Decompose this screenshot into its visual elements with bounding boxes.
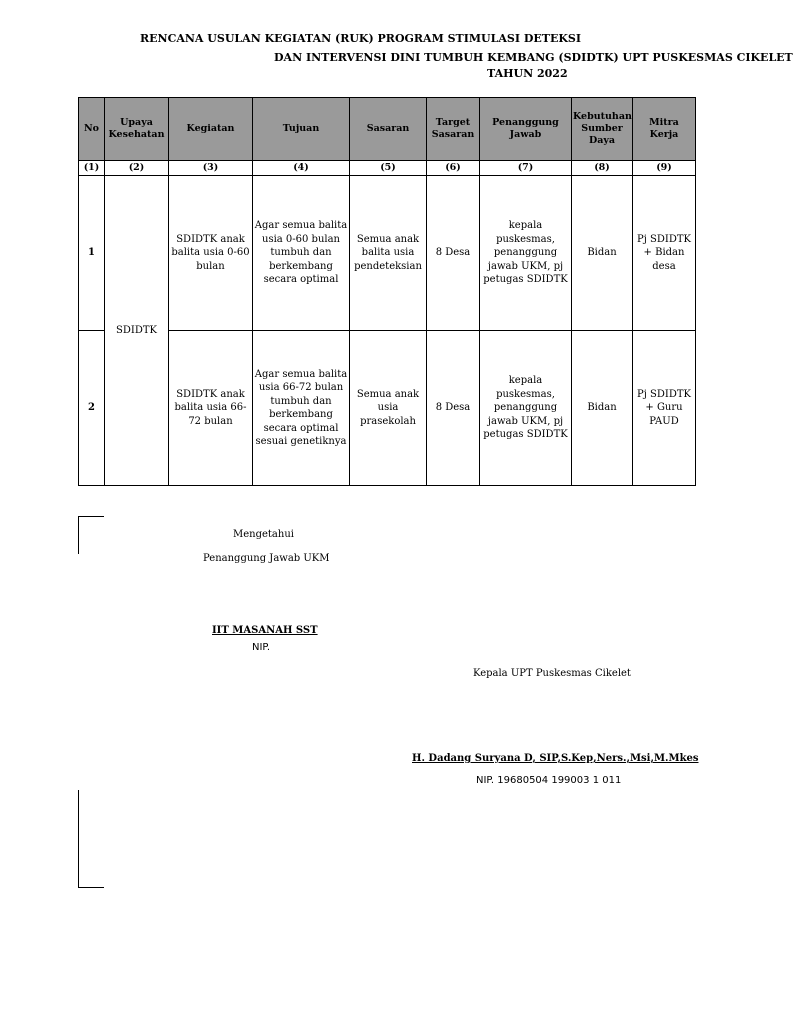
row-no: 2	[79, 331, 105, 486]
penanggung-cell: kepala puskesmas, penanggung jawab UKM, pj petugas SDIDTK	[480, 176, 572, 331]
col-number: (6)	[427, 161, 480, 176]
column-number-row	[79, 161, 696, 176]
kepala-title: Kepala UPT Puskesmas Cikelet	[473, 668, 631, 679]
upaya-kesehatan: SDIDTK	[116, 324, 157, 336]
bracket-bottom-v	[78, 790, 79, 887]
target-cell: 8 Desa	[427, 331, 480, 486]
col-header-kegiatan: Kegiatan	[169, 98, 253, 161]
document-title	[0, 0, 793, 90]
kepala-name-clip	[412, 753, 699, 769]
col-number: (1)	[79, 161, 105, 176]
ruk-table	[78, 97, 696, 486]
sasaran-cell: Semua anak balita usia pendeteksian	[350, 176, 427, 331]
col-header-penanggung: Penanggung Jawab	[480, 98, 572, 161]
pj-ukm-title: Penanggung Jawab UKM	[203, 553, 330, 564]
col-number: (2)	[105, 161, 169, 176]
tujuan-cell: Agar semua balita usia 66-72 bulan tumbuh dan berkembang secara optimal sesuai genetiknya	[253, 331, 350, 486]
col-number: (4)	[253, 161, 350, 176]
sasaran-cell: Semua anak usia prasekolah	[350, 331, 427, 486]
kebutuhan-cell: Bidan	[572, 331, 633, 486]
row-no: 1	[79, 176, 105, 331]
tujuan-cell: Agar semua balita usia 0-60 bulan tumbuh dan berkembang secara optimal	[253, 176, 350, 331]
col-header-upaya: Upaya Kesehatan	[105, 98, 169, 161]
title-line-3: TAHUN 2022	[487, 67, 568, 80]
target-cell: 8 Desa	[427, 176, 480, 331]
mitra-cell: Pj SDIDTK + Guru PAUD	[633, 331, 696, 486]
upaya-kesehatan-cell	[105, 176, 169, 486]
col-header-kebutuhan: Kebutuhan Sumber Daya	[572, 98, 633, 161]
col-header-no: No	[79, 98, 105, 161]
table-row	[79, 176, 696, 331]
pj-ukm-name: IIT MASANAH SST	[212, 625, 318, 636]
col-number: (3)	[169, 161, 253, 176]
col-header-mitra: Mitra Kerja	[633, 98, 696, 161]
kepala-name: H. Dadang Suryana D, SIP,S.Kep,Ners.,Msi,M.Mkes	[412, 753, 699, 764]
mitra-cell: Pj SDIDTK + Bidan desa	[633, 176, 696, 331]
title-line-1: RENCANA USULAN KEGIATAN (RUK) PROGRAM STIMULASI DETEKSI	[140, 32, 581, 45]
kegiatan-cell: SDIDTK anak balita usia 0-60 bulan	[169, 176, 253, 331]
col-number: (9)	[633, 161, 696, 176]
col-header-sasaran: Sasaran	[350, 98, 427, 161]
col-header-tujuan: Tujuan	[253, 98, 350, 161]
mengetahui-label: Mengetahui	[233, 529, 294, 540]
col-header-target: Target Sasaran	[427, 98, 480, 161]
col-number: (7)	[480, 161, 572, 176]
table-row	[79, 331, 696, 486]
kepala-nip: NIP. 19680504 199003 1 011	[476, 775, 622, 786]
pj-ukm-nip: NIP.	[252, 642, 271, 653]
kegiatan-cell: SDIDTK anak balita usia 66-72 bulan	[169, 331, 253, 486]
bracket-top-h	[78, 516, 104, 517]
title-line-2: DAN INTERVENSI DINI TUMBUH KEMBANG (SDIDTK) UPT PUSKESMAS CIKELET	[274, 51, 793, 64]
table-header-row	[79, 98, 696, 161]
penanggung-cell: kepala puskesmas, penanggung jawab UKM, pj petugas SDIDTK	[480, 331, 572, 486]
col-number: (5)	[350, 161, 427, 176]
col-number: (8)	[572, 161, 633, 176]
kebutuhan-cell: Bidan	[572, 176, 633, 331]
bracket-bottom-h	[78, 887, 104, 888]
bracket-top-v	[78, 516, 79, 554]
